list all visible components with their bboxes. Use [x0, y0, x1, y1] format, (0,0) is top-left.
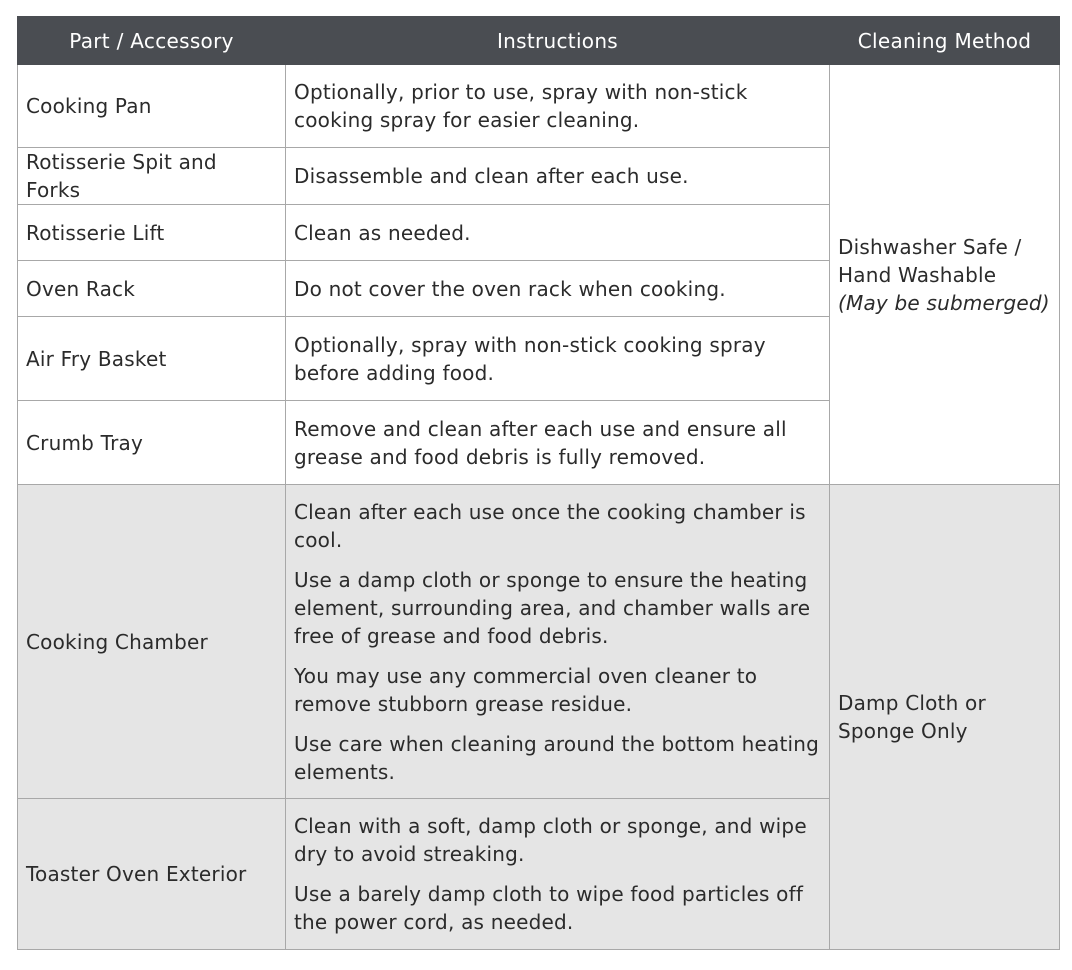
part-cell: Rotisserie Spit and Forks: [18, 148, 286, 205]
part-cell: Rotisserie Lift: [18, 205, 286, 261]
instructions-cell: [286, 205, 830, 261]
instruction-text: Do not cover the oven rack when cooking.: [294, 276, 726, 301]
table-row: [18, 485, 1060, 799]
instruction-text: Optionally, prior to use, spray with non-stick cooking spray for easier cleaning.: [294, 80, 748, 132]
instruction-text: Remove and clean after each use and ensure all grease and food debris is fully removed.: [294, 416, 787, 469]
method-text: Hand Washable: [838, 262, 997, 287]
part-cell: Toaster Oven Exterior: [18, 799, 286, 950]
instruction-text: Disassemble and clean after each use.: [294, 164, 689, 188]
part-cell: Oven Rack: [18, 261, 286, 317]
instruction-text: Clean as needed.: [294, 220, 471, 245]
instructions-cell: [286, 799, 830, 950]
instructions-cell: [286, 485, 830, 799]
instruction-text: Clean after each use once the cooking chamber is cool.: [294, 499, 806, 552]
instructions-cell: [286, 148, 830, 205]
part-cell: Air Fry Basket: [18, 317, 286, 401]
instruction-text: Use a barely damp cloth to wipe food particles off the power cord, as needed.: [294, 882, 804, 934]
instruction-text: Clean with a soft, damp cloth or sponge, and wipe dry to avoid streaking.: [294, 814, 807, 866]
method-text: Sponge Only: [838, 719, 968, 743]
instruction-text: Use care when cleaning around the bottom heating elements.: [294, 731, 820, 784]
table-row: [18, 65, 1060, 148]
instructions-cell: [286, 317, 830, 401]
method-text: Dishwasher Safe /: [838, 234, 1022, 259]
instructions-cell: [286, 65, 830, 148]
part-cell: Cooking Pan: [18, 65, 286, 148]
method-note: (May be submerged): [838, 290, 1050, 315]
instructions-cell: [286, 261, 830, 317]
method-cell-damp: [830, 485, 1060, 950]
header-instructions: Instructions: [286, 17, 830, 65]
header-part: Part / Accessory: [18, 17, 286, 65]
cleaning-table: [17, 16, 1060, 950]
instruction-text: Use a damp cloth or sponge to ensure the heating element, surrounding area, and chamber walls are free of grease and food debris.: [294, 567, 811, 648]
method-text: Damp Cloth or: [838, 691, 986, 715]
part-cell: Cooking Chamber: [18, 485, 286, 799]
method-cell-dishwasher: [830, 65, 1060, 485]
instruction-text: You may use any commercial oven cleaner to remove stubborn grease residue.: [294, 663, 758, 716]
instruction-text: Optionally, spray with non-stick cooking spray before adding food.: [294, 332, 766, 385]
part-cell: Crumb Tray: [18, 401, 286, 485]
header-method: Cleaning Method: [830, 17, 1060, 65]
header-row: [18, 17, 1060, 65]
instructions-cell: [286, 401, 830, 485]
